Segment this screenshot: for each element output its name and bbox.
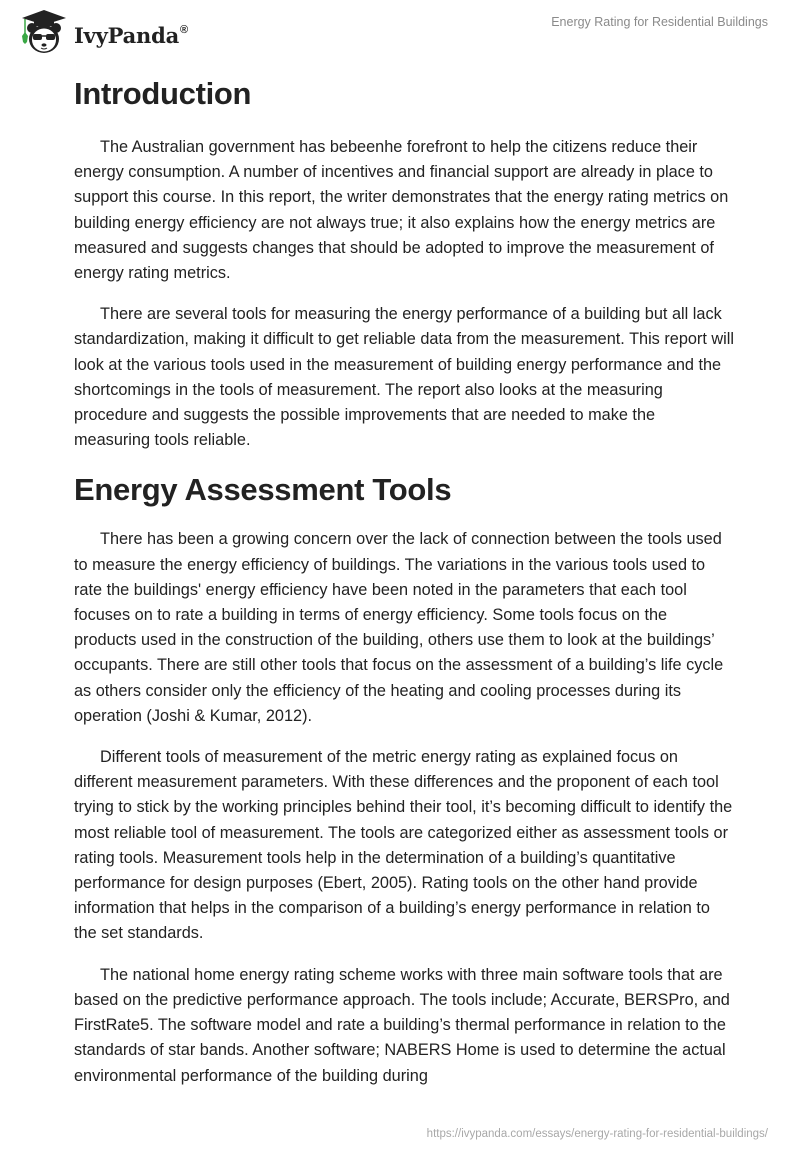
brand-name	[74, 23, 188, 48]
paragraph: There has been a growing concern over the lack of connection between the tools used to measure the energy efficiency of buildings. The variations in the various tools used to rate the buildings' energy efficiency have been noted in the parameters that each tool focuses on to rate a building in terms of energy efficiency. Some tools focus on the products used in the construction of the building, others use them to look at the buildings’ occupants. There are still other tools that focus on the assessment of a building’s life cycle as others consider only the efficiency of the heating and cooling processes during its operation (Joshi & Kumar, 2012).	[74, 530, 724, 725]
section-heading-introduction: Introduction	[74, 76, 252, 111]
document-title: Energy Rating for Residential Buildings	[551, 15, 768, 29]
registered-mark: ®	[180, 23, 188, 36]
paragraph: The Australian government has bebeenhe forefront to help the citizens reduce their energy consumption. A number of incentives and financial support are already in place to support this course. In this report, the writer demonstrates that the energy rating metrics on building energy efficiency are not always true; it also explains how the energy metrics are measured and suggests changes that should be adopted to improve the measurement of energy rating metrics.	[74, 138, 729, 283]
brand-logo[interactable]	[18, 8, 188, 56]
source-url[interactable]: https://ivypanda.com/essays/energy-rating-for-residential-buildings/	[426, 1128, 768, 1140]
page-header	[0, 0, 800, 60]
essay-content	[74, 68, 734, 1089]
paragraph: There are several tools for measuring the energy performance of a building but all lack standardization, making it difficult to get reliable data from the measurement. This report will look at the various tools used in the measurement of building energy performance and the shortcomings in the tools of measurement. The report also looks at the measuring procedure and suggests the possible improvements that are needed to make the measuring tools reliable.	[74, 305, 735, 450]
panda-graduate-icon	[18, 8, 70, 56]
paragraph: The national home energy rating scheme works with three main software tools that are based on the predictive performance approach. The tools include; Accurate, BERSPro, and FirstRate5. The software model and rate a building’s thermal performance in relation to the standards of star bands. Another software; NABERS Home is used to determine the actual environmental performance of the building during	[74, 965, 730, 1085]
brand-name-text: IvyPanda	[74, 22, 180, 48]
paragraph: Different tools of measurement of the metric energy rating as explained focus on different measurement parameters. With these differences and the proponent of each tool trying to stick by the working principles behind their tool, it’s becoming difficult to identify the most reliable tool of measurement. The tools are categorized either as assessment tools or rating tools. Measurement tools help in the determination of a building’s quantitative performance for design purposes (Ebert, 2005). Rating tools on the other hand provide information that helps in the comparison of a building’s energy performance in relation to the set standards.	[74, 748, 733, 943]
section-heading-energy-assessment-tools: Energy Assessment Tools	[74, 472, 452, 508]
